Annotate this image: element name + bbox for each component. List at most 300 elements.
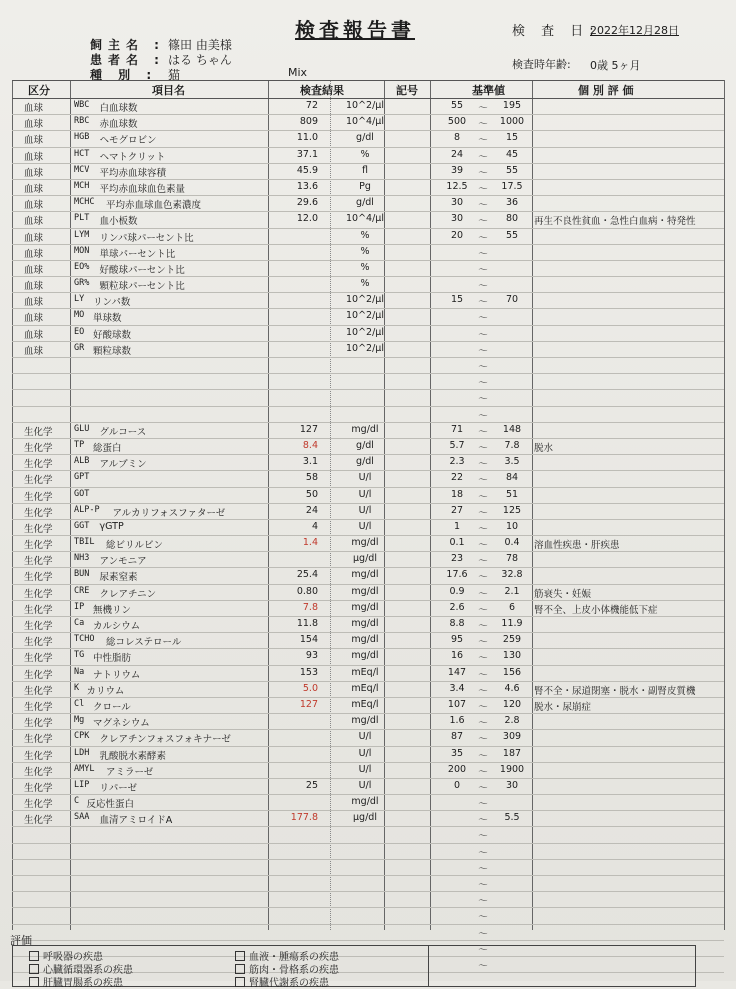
- code-cell: MCHC: [74, 197, 95, 208]
- ref-tilde: 〜: [478, 621, 488, 632]
- unit-cell: 10^2/μl: [346, 342, 384, 354]
- table-row: [12, 682, 724, 698]
- eval-label-text: 肝臓胃腸系の疾患: [43, 978, 123, 989]
- category-cell: 血球: [24, 216, 44, 228]
- ref-tilde: 〜: [478, 928, 488, 940]
- category-cell: 生化学: [24, 685, 53, 697]
- eval-label-text: 呼吸器の疾患: [43, 952, 103, 963]
- category-cell: 血球: [24, 200, 44, 212]
- item-name-cell: 平均赤血球血色素濃度: [106, 200, 202, 212]
- unit-cell: mEq/l: [351, 682, 379, 694]
- code-cell: MCV: [74, 164, 90, 175]
- ref-high-cell: 84: [505, 472, 519, 484]
- ref-high-cell: 187: [502, 747, 522, 759]
- unit-cell: fl: [362, 164, 368, 176]
- ref-tilde: 〜: [478, 831, 488, 843]
- eval-label-text: 腎臓代謝系の疾患: [249, 978, 329, 989]
- category-cell: 生化学: [24, 523, 53, 535]
- code-cell: TG: [74, 650, 85, 661]
- ref-high-cell: 32.8: [501, 569, 523, 581]
- table-row: [12, 358, 724, 374]
- item-name-cell: リンパ球パーセント比: [99, 232, 194, 244]
- result-cell: 154: [299, 634, 318, 646]
- category-cell: 生化学: [24, 588, 53, 600]
- item-name-cell: 中性脂肪: [93, 653, 132, 665]
- ref-low-cell: 0: [453, 779, 461, 791]
- unit-cell: g/dl: [356, 456, 374, 468]
- table-row: [12, 601, 724, 617]
- category-cell: 生化学: [24, 442, 53, 454]
- ref-low-cell: 0.1: [449, 537, 465, 549]
- unit-cell: mEq/l: [351, 666, 379, 678]
- ref-low-cell: 107: [447, 698, 467, 710]
- ref-tilde: 〜: [478, 896, 488, 908]
- evaluation-label: 評価: [10, 934, 32, 947]
- item-name-cell: ヘモグロビン: [99, 135, 157, 147]
- table-row: [12, 811, 724, 827]
- ref-tilde: 〜: [478, 329, 488, 341]
- table-row: [12, 876, 724, 892]
- evaluation-divider: [428, 946, 429, 986]
- unit-cell: U/l: [358, 731, 372, 743]
- category-cell: 生化学: [24, 572, 53, 584]
- ref-high-cell: 120: [502, 698, 522, 710]
- comment-cell: 脱水: [534, 442, 554, 454]
- ref-low-cell: 18: [450, 488, 464, 500]
- code-cell: LYM: [74, 229, 90, 240]
- category-cell: 生化学: [24, 637, 53, 649]
- unit-cell: U/l: [358, 747, 372, 759]
- unit-cell: g/dl: [356, 197, 374, 209]
- category-cell: 生化学: [24, 750, 53, 762]
- ref-tilde: 〜: [478, 394, 488, 406]
- eval-checkbox[interactable]: [235, 974, 329, 989]
- ref-low-cell: 27: [450, 504, 464, 516]
- table-row: [12, 164, 724, 180]
- ref-low-cell: 55: [450, 100, 464, 111]
- category-cell: 生化学: [24, 426, 53, 438]
- table-row: [12, 666, 724, 682]
- ref-high-cell: 45: [505, 148, 519, 160]
- ref-high-cell: 80: [505, 213, 519, 225]
- unit-cell: %: [360, 229, 370, 241]
- table-row: [12, 196, 724, 212]
- code-cell: C: [74, 796, 80, 807]
- table-row: [12, 617, 724, 633]
- category-cell: 血球: [24, 264, 44, 276]
- ref-high-cell: 5.5: [504, 812, 520, 824]
- table-row: [12, 423, 724, 439]
- category-cell: 生化学: [24, 556, 53, 568]
- header-item: 項目名: [152, 84, 185, 97]
- code-cell: GPT: [74, 472, 90, 483]
- code-cell: PLT: [74, 213, 90, 224]
- unit-cell: mg/dl: [351, 537, 379, 549]
- category-cell: 生化学: [24, 718, 53, 730]
- code-cell: Cl: [74, 698, 85, 709]
- ref-high-cell: 156: [502, 666, 522, 678]
- table-row: [12, 568, 724, 584]
- item-name-cell: 好酸球パーセント比: [99, 264, 185, 276]
- item-name-cell: グルコース: [99, 426, 147, 438]
- item-name-cell: アンモニア: [99, 556, 147, 568]
- item-name-cell: アミラーゼ: [106, 766, 154, 778]
- category-cell: 生化学: [24, 475, 53, 487]
- category-cell: 生化学: [24, 604, 53, 616]
- header-mark: 記号: [396, 84, 418, 97]
- table-row: [12, 747, 724, 763]
- item-name-cell: 単球パーセント比: [99, 248, 176, 260]
- unit-cell: U/l: [358, 779, 372, 791]
- code-cell: CPK: [74, 731, 90, 742]
- results-table: [12, 80, 724, 973]
- code-cell: TBIL: [74, 537, 95, 548]
- table-row: [12, 99, 724, 115]
- unit-cell: 10^2/μl: [346, 100, 384, 111]
- ref-tilde: 〜: [478, 297, 488, 309]
- table-header: [12, 80, 724, 99]
- item-name-cell: 無機リン: [93, 604, 132, 616]
- ref-tilde: 〜: [478, 799, 488, 811]
- ref-tilde: 〜: [478, 960, 488, 972]
- ref-tilde: 〜: [478, 782, 488, 794]
- unit-cell: μg/dl: [353, 553, 377, 565]
- item-name-cell: 乳酸脱水素酵素: [99, 750, 167, 762]
- ref-tilde: 〜: [478, 232, 488, 244]
- category-cell: 血球: [24, 183, 44, 195]
- ref-tilde: 〜: [478, 281, 488, 293]
- ref-high-cell: 6: [508, 601, 516, 613]
- category-cell: 血球: [24, 345, 44, 357]
- unit-cell: mg/dl: [351, 618, 379, 629]
- report-title: 検査報告書: [295, 18, 415, 42]
- item-name-cell: 顆粒球パーセント比: [99, 281, 185, 293]
- item-name-cell: 反応性蛋白: [86, 799, 135, 811]
- unit-cell: 10^2/μl: [346, 310, 384, 322]
- ref-high-cell: 10: [505, 520, 519, 532]
- item-name-cell: 総蛋白: [93, 442, 122, 454]
- unit-cell: μg/dl: [353, 812, 377, 824]
- table-row: [12, 552, 724, 568]
- unit-cell: %: [360, 148, 370, 160]
- table-row: [12, 455, 724, 471]
- unit-cell: U/l: [358, 763, 372, 775]
- ref-tilde: 〜: [478, 491, 488, 503]
- ref-tilde: 〜: [478, 944, 488, 956]
- breed-value: Mix: [288, 66, 308, 79]
- item-name-cell: 血清アミロイドA: [99, 815, 173, 827]
- ref-tilde: 〜: [478, 669, 488, 681]
- ref-tilde: 〜: [478, 766, 488, 778]
- unit-cell: U/l: [358, 472, 372, 484]
- code-cell: LIP: [74, 779, 90, 790]
- table-row: [12, 779, 724, 795]
- eval-checkbox[interactable]: [29, 974, 123, 989]
- col-line: [724, 80, 725, 930]
- ref-tilde: 〜: [478, 442, 488, 454]
- ref-tilde: 〜: [478, 183, 488, 195]
- result-cell: 37.1: [296, 148, 318, 160]
- ref-tilde: 〜: [478, 718, 488, 730]
- ref-tilde: 〜: [478, 378, 488, 390]
- code-cell: Na: [74, 666, 85, 677]
- code-cell: K: [74, 682, 80, 693]
- unit-cell: %: [360, 261, 370, 273]
- code-cell: NH3: [74, 553, 90, 564]
- ref-high-cell: 148: [502, 423, 522, 435]
- category-cell: 血球: [24, 281, 44, 293]
- item-name-cell: 単球数: [93, 313, 122, 325]
- result-cell: 12.0: [296, 213, 318, 225]
- ref-tilde: 〜: [478, 863, 488, 875]
- owner-name: 篠田 由美様: [168, 38, 232, 52]
- result-cell: 1.4: [302, 537, 318, 549]
- comment-cell: 再生不良性貧血・急性白血病・特発性: [534, 216, 696, 228]
- exam-date: 2022年12月28日: [590, 24, 679, 37]
- category-cell: 生化学: [24, 782, 53, 794]
- item-name-cell: 総ビリルビン: [106, 540, 164, 552]
- patient-name: はる ちゃん: [168, 53, 232, 67]
- table-row: [12, 212, 724, 228]
- ref-tilde: 〜: [478, 459, 488, 471]
- category-cell: 生化学: [24, 815, 53, 827]
- table-row: [12, 293, 724, 309]
- code-cell: RBC: [74, 116, 90, 127]
- code-cell: TCHO: [74, 634, 95, 645]
- ref-tilde: 〜: [478, 167, 488, 179]
- ref-high-cell: 125: [502, 504, 522, 516]
- table-row: [12, 245, 724, 261]
- ref-tilde: 〜: [478, 200, 488, 212]
- category-cell: 血球: [24, 135, 44, 147]
- item-name-cell: カルシウム: [93, 621, 141, 632]
- item-name-cell: リパーゼ: [99, 782, 138, 794]
- ref-high-cell: 55: [505, 164, 519, 176]
- item-name-cell: 好酸球数: [93, 329, 132, 341]
- ref-tilde: 〜: [478, 604, 488, 616]
- ref-low-cell: 15: [450, 294, 464, 306]
- species-label: 種 別 :: [90, 68, 158, 82]
- result-cell: 72: [305, 100, 318, 111]
- ref-tilde: 〜: [478, 410, 488, 422]
- item-name-cell: 白血球数: [99, 103, 138, 114]
- ref-tilde: 〜: [478, 734, 488, 746]
- result-cell: 24: [305, 504, 318, 516]
- item-name-cell: 尿素窒素: [99, 572, 138, 584]
- result-cell: 58: [305, 472, 318, 484]
- ref-low-cell: 30: [450, 197, 464, 209]
- unit-cell: U/l: [358, 520, 372, 532]
- ref-low-cell: 30: [450, 213, 464, 225]
- category-cell: 生化学: [24, 669, 53, 681]
- ref-low-cell: 22: [450, 472, 464, 484]
- item-name-cell: リンパ数: [93, 297, 131, 309]
- category-cell: 血球: [24, 103, 44, 114]
- ref-low-cell: 23: [450, 553, 464, 565]
- table-row: [12, 520, 724, 536]
- ref-high-cell: 2.1: [504, 585, 520, 597]
- unit-cell: Pg: [359, 180, 371, 192]
- ref-high-cell: 15: [505, 132, 519, 144]
- ref-high-cell: 30: [505, 779, 519, 791]
- code-cell: AMYL: [74, 763, 95, 774]
- table-row: [12, 131, 724, 147]
- category-cell: 血球: [24, 167, 44, 179]
- code-cell: BUN: [74, 569, 90, 580]
- unit-cell: mEq/l: [351, 698, 379, 710]
- category-cell: 生化学: [24, 540, 53, 552]
- ref-low-cell: 71: [450, 423, 464, 435]
- table-row: [12, 261, 724, 277]
- table-row: [12, 908, 724, 924]
- table-row: [12, 277, 724, 293]
- comment-cell: 腎不全・尿道閉塞・脱水・副腎皮質機: [534, 685, 696, 697]
- code-cell: EO%: [74, 261, 90, 272]
- ref-tilde: 〜: [478, 556, 488, 568]
- result-cell: 93: [305, 650, 318, 662]
- table-row: [12, 471, 724, 487]
- ref-tilde: 〜: [478, 540, 488, 552]
- table-row: [12, 649, 724, 665]
- unit-cell: mg/dl: [351, 423, 379, 435]
- header-reference: 基準値: [472, 84, 505, 97]
- unit-cell: mg/dl: [351, 585, 379, 597]
- ref-low-cell: 17.6: [446, 569, 468, 581]
- item-name-cell: 血小板数: [99, 216, 138, 228]
- result-cell: 4: [311, 520, 318, 532]
- category-cell: 生化学: [24, 734, 53, 746]
- ref-tilde: 〜: [478, 475, 488, 487]
- table-row: [12, 148, 724, 164]
- code-cell: Mg: [74, 715, 85, 726]
- ref-tilde: 〜: [478, 313, 488, 325]
- code-cell: CRE: [74, 585, 90, 596]
- table-row: [12, 504, 724, 520]
- table-row: [12, 698, 724, 714]
- category-cell: 生化学: [24, 459, 53, 471]
- ref-high-cell: 7.8: [504, 439, 520, 451]
- code-cell: Ca: [74, 618, 85, 628]
- ref-high-cell: 309: [502, 731, 522, 743]
- result-cell: 177.8: [290, 812, 318, 824]
- table-row: [12, 326, 724, 342]
- table-row: [12, 585, 724, 601]
- unit-cell: 10^4/μl: [346, 116, 384, 128]
- unit-cell: g/dl: [356, 439, 374, 451]
- ref-tilde: 〜: [478, 216, 488, 228]
- code-cell: IP: [74, 601, 85, 612]
- ref-high-cell: 1000: [499, 116, 525, 128]
- ref-high-cell: 130: [502, 650, 522, 662]
- age-label: 検査時年齢:: [512, 58, 571, 71]
- table-row: [12, 795, 724, 811]
- result-cell: 13.6: [296, 180, 318, 192]
- code-cell: GR: [74, 342, 85, 353]
- comment-cell: 脱水・尿崩症: [534, 701, 592, 713]
- unit-cell: mg/dl: [351, 569, 379, 581]
- table-row: [12, 342, 724, 358]
- ref-low-cell: 500: [447, 116, 467, 128]
- result-cell: 25.4: [296, 569, 318, 581]
- code-cell: MCH: [74, 180, 90, 191]
- ref-tilde: 〜: [478, 685, 488, 697]
- result-cell: 0.80: [296, 585, 318, 597]
- ref-tilde: 〜: [478, 119, 488, 131]
- ref-tilde: 〜: [478, 815, 488, 827]
- item-name-cell: アルカリフォスファターゼ: [112, 507, 226, 519]
- ref-tilde: 〜: [478, 912, 488, 924]
- table-row: [12, 633, 724, 649]
- item-name-cell: 平均赤血球血色素量: [99, 183, 186, 195]
- ref-high-cell: 4.6: [504, 682, 520, 694]
- category-cell: 生化学: [24, 701, 53, 713]
- result-cell: 25: [305, 779, 318, 791]
- ref-low-cell: 200: [447, 763, 467, 775]
- ref-low-cell: 147: [447, 666, 467, 678]
- ref-low-cell: 35: [450, 747, 464, 759]
- unit-cell: U/l: [358, 504, 372, 516]
- code-cell: GR%: [74, 278, 90, 289]
- item-name-cell: アルブミン: [99, 459, 147, 471]
- ref-tilde: 〜: [478, 507, 488, 519]
- ref-low-cell: 8: [453, 132, 461, 144]
- table-row: [12, 488, 724, 504]
- ref-tilde: 〜: [478, 345, 488, 357]
- code-cell: ALP-P: [74, 504, 100, 515]
- code-cell: EO: [74, 326, 85, 337]
- code-cell: WBC: [74, 100, 90, 110]
- ref-low-cell: 1: [453, 520, 461, 532]
- result-cell: 50: [305, 488, 318, 500]
- code-cell: ALB: [74, 456, 90, 467]
- unit-cell: mg/dl: [351, 715, 379, 727]
- species-value: 猫: [168, 68, 181, 82]
- ref-tilde: 〜: [478, 588, 488, 600]
- ref-low-cell: 1.6: [449, 715, 465, 727]
- ref-tilde: 〜: [478, 135, 488, 147]
- ref-high-cell: 11.9: [501, 618, 523, 629]
- category-cell: 血球: [24, 297, 44, 309]
- ref-high-cell: 3.5: [504, 456, 520, 468]
- ref-tilde: 〜: [478, 847, 488, 859]
- code-cell: GOT: [74, 488, 90, 499]
- age-value: 0歳 5ヶ月: [590, 59, 641, 72]
- table-row: [12, 730, 724, 746]
- category-cell: 生化学: [24, 766, 53, 778]
- ref-low-cell: 8.8: [449, 618, 465, 629]
- category-cell: 生化学: [24, 799, 53, 811]
- ref-high-cell: 1900: [499, 763, 525, 775]
- code-cell: HGB: [74, 132, 90, 143]
- category-cell: 血球: [24, 329, 44, 341]
- unit-cell: g/dl: [356, 132, 374, 144]
- unit-cell: 10^2/μl: [346, 326, 384, 338]
- item-name-cell: 顆粒球数: [93, 345, 132, 357]
- ref-low-cell: 24: [450, 148, 464, 160]
- result-cell: 3.1: [302, 456, 318, 468]
- table-row: [12, 115, 724, 131]
- result-cell: 45.9: [296, 164, 318, 176]
- item-name-cell: マグネシウム: [93, 718, 150, 730]
- unit-cell: mg/dl: [351, 796, 379, 808]
- ref-tilde: 〜: [478, 880, 488, 891]
- owner-label: 飼主名 :: [90, 38, 165, 52]
- item-name-cell: γGTP: [99, 520, 124, 532]
- table-row: [12, 439, 724, 455]
- comment-cell: 溶血性疾患・肝疾患: [534, 540, 620, 552]
- code-cell: GLU: [74, 423, 90, 434]
- unit-cell: 10^2/μl: [346, 294, 384, 306]
